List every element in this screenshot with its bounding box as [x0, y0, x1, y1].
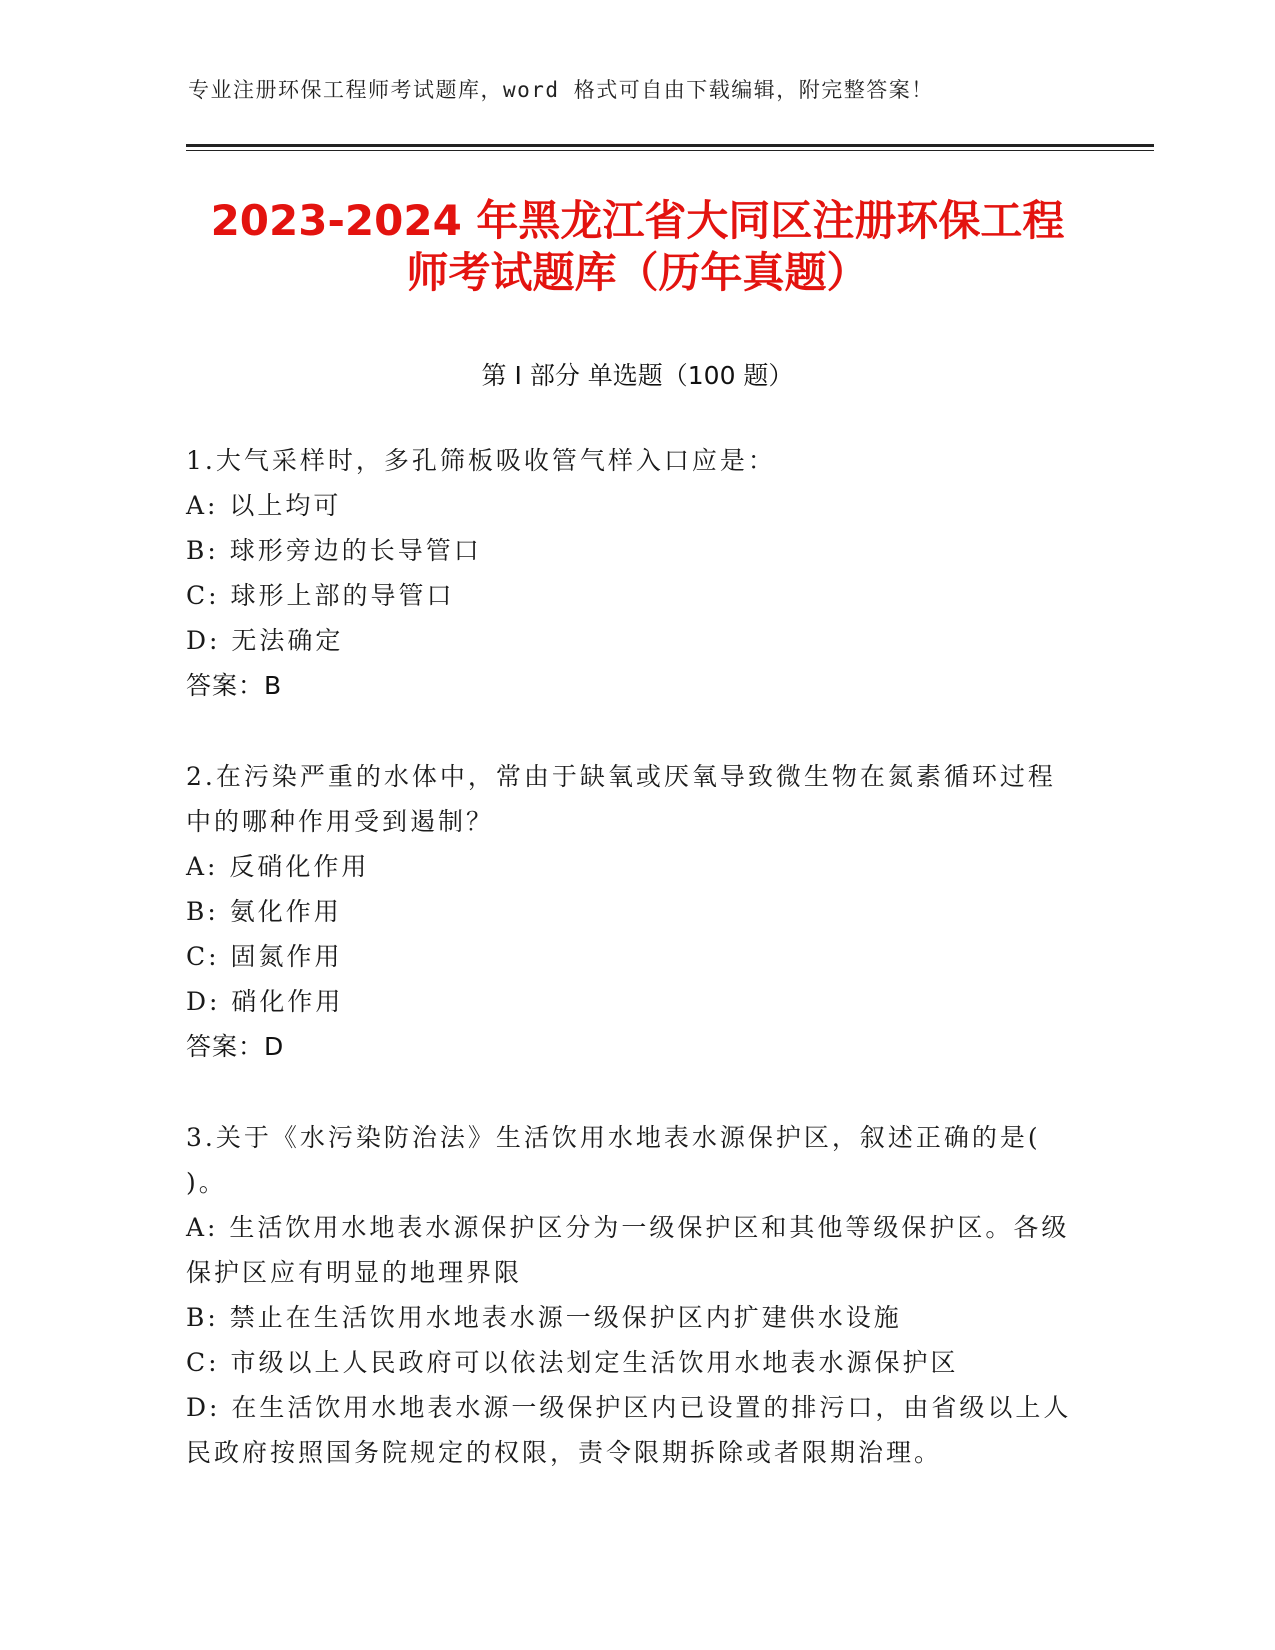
question-stem: 1.大气采样时，多孔筛板吸收管气样入口应是： — [186, 446, 776, 475]
answer-label: 答案： — [186, 1032, 265, 1061]
question-stem: 3.关于《水污染防治法》生活饮用水地表水源保护区，叙述正确的是( )。 — [186, 1123, 1041, 1197]
answer-line — [186, 663, 1076, 708]
option-d: D: 无法确定 — [186, 626, 344, 655]
option-b: B: 禁止在生活饮用水地表水源一级保护区内扩建供水设施 — [186, 1303, 902, 1332]
option-c: C: 市级以上人民政府可以依法划定生活饮用水地表水源保护区 — [186, 1348, 959, 1377]
option-a: A: 反硝化作用 — [186, 852, 370, 881]
question-2 — [186, 754, 1076, 1069]
option-d: D: 在生活饮用水地表水源一级保护区内已设置的排污口，由省级以上人民政府按照国务院规定的权限，责令限期拆除或者限期治理。 — [186, 1393, 1072, 1467]
answer-line — [186, 1024, 1076, 1069]
answer-value: D — [264, 1032, 285, 1061]
option-d: D: 硝化作用 — [186, 987, 344, 1016]
document-title — [120, 195, 1155, 299]
option-c: C: 球形上部的导管口 — [186, 581, 455, 610]
answer-label: 答案： — [186, 671, 265, 700]
title-line-2: 师考试题库（历年真题） — [406, 248, 869, 297]
option-b: B: 氨化作用 — [186, 897, 342, 926]
section-heading: 第 I 部分 单选题（100 题） — [481, 361, 794, 390]
question-1 — [186, 438, 1076, 708]
question-stem: 2.在污染严重的水体中，常由于缺氧或厌氧导致微生物在氮素循环过程中的哪种作用受到遏制？ — [186, 762, 1056, 836]
option-c: C: 固氮作用 — [186, 942, 343, 971]
title-line-1: 2023-2024 年黑龙江省大同区注册环保工程 — [210, 196, 1065, 245]
header-rule-thin — [186, 150, 1154, 151]
answer-value: B — [264, 671, 283, 700]
option-b: B: 球形旁边的长导管口 — [186, 536, 482, 565]
question-3 — [186, 1115, 1076, 1475]
header-note: 专业注册环保工程师考试题库，word 格式可自由下载编辑，附完整答案！ — [188, 78, 934, 102]
header-rule-thick — [186, 144, 1154, 147]
question-list — [186, 438, 1076, 1521]
option-a: A: 生活饮用水地表水源保护区分为一级保护区和其他等级保护区。各级保护区应有明显的地理界限 — [186, 1213, 1070, 1287]
option-a: A: 以上均可 — [186, 491, 342, 520]
